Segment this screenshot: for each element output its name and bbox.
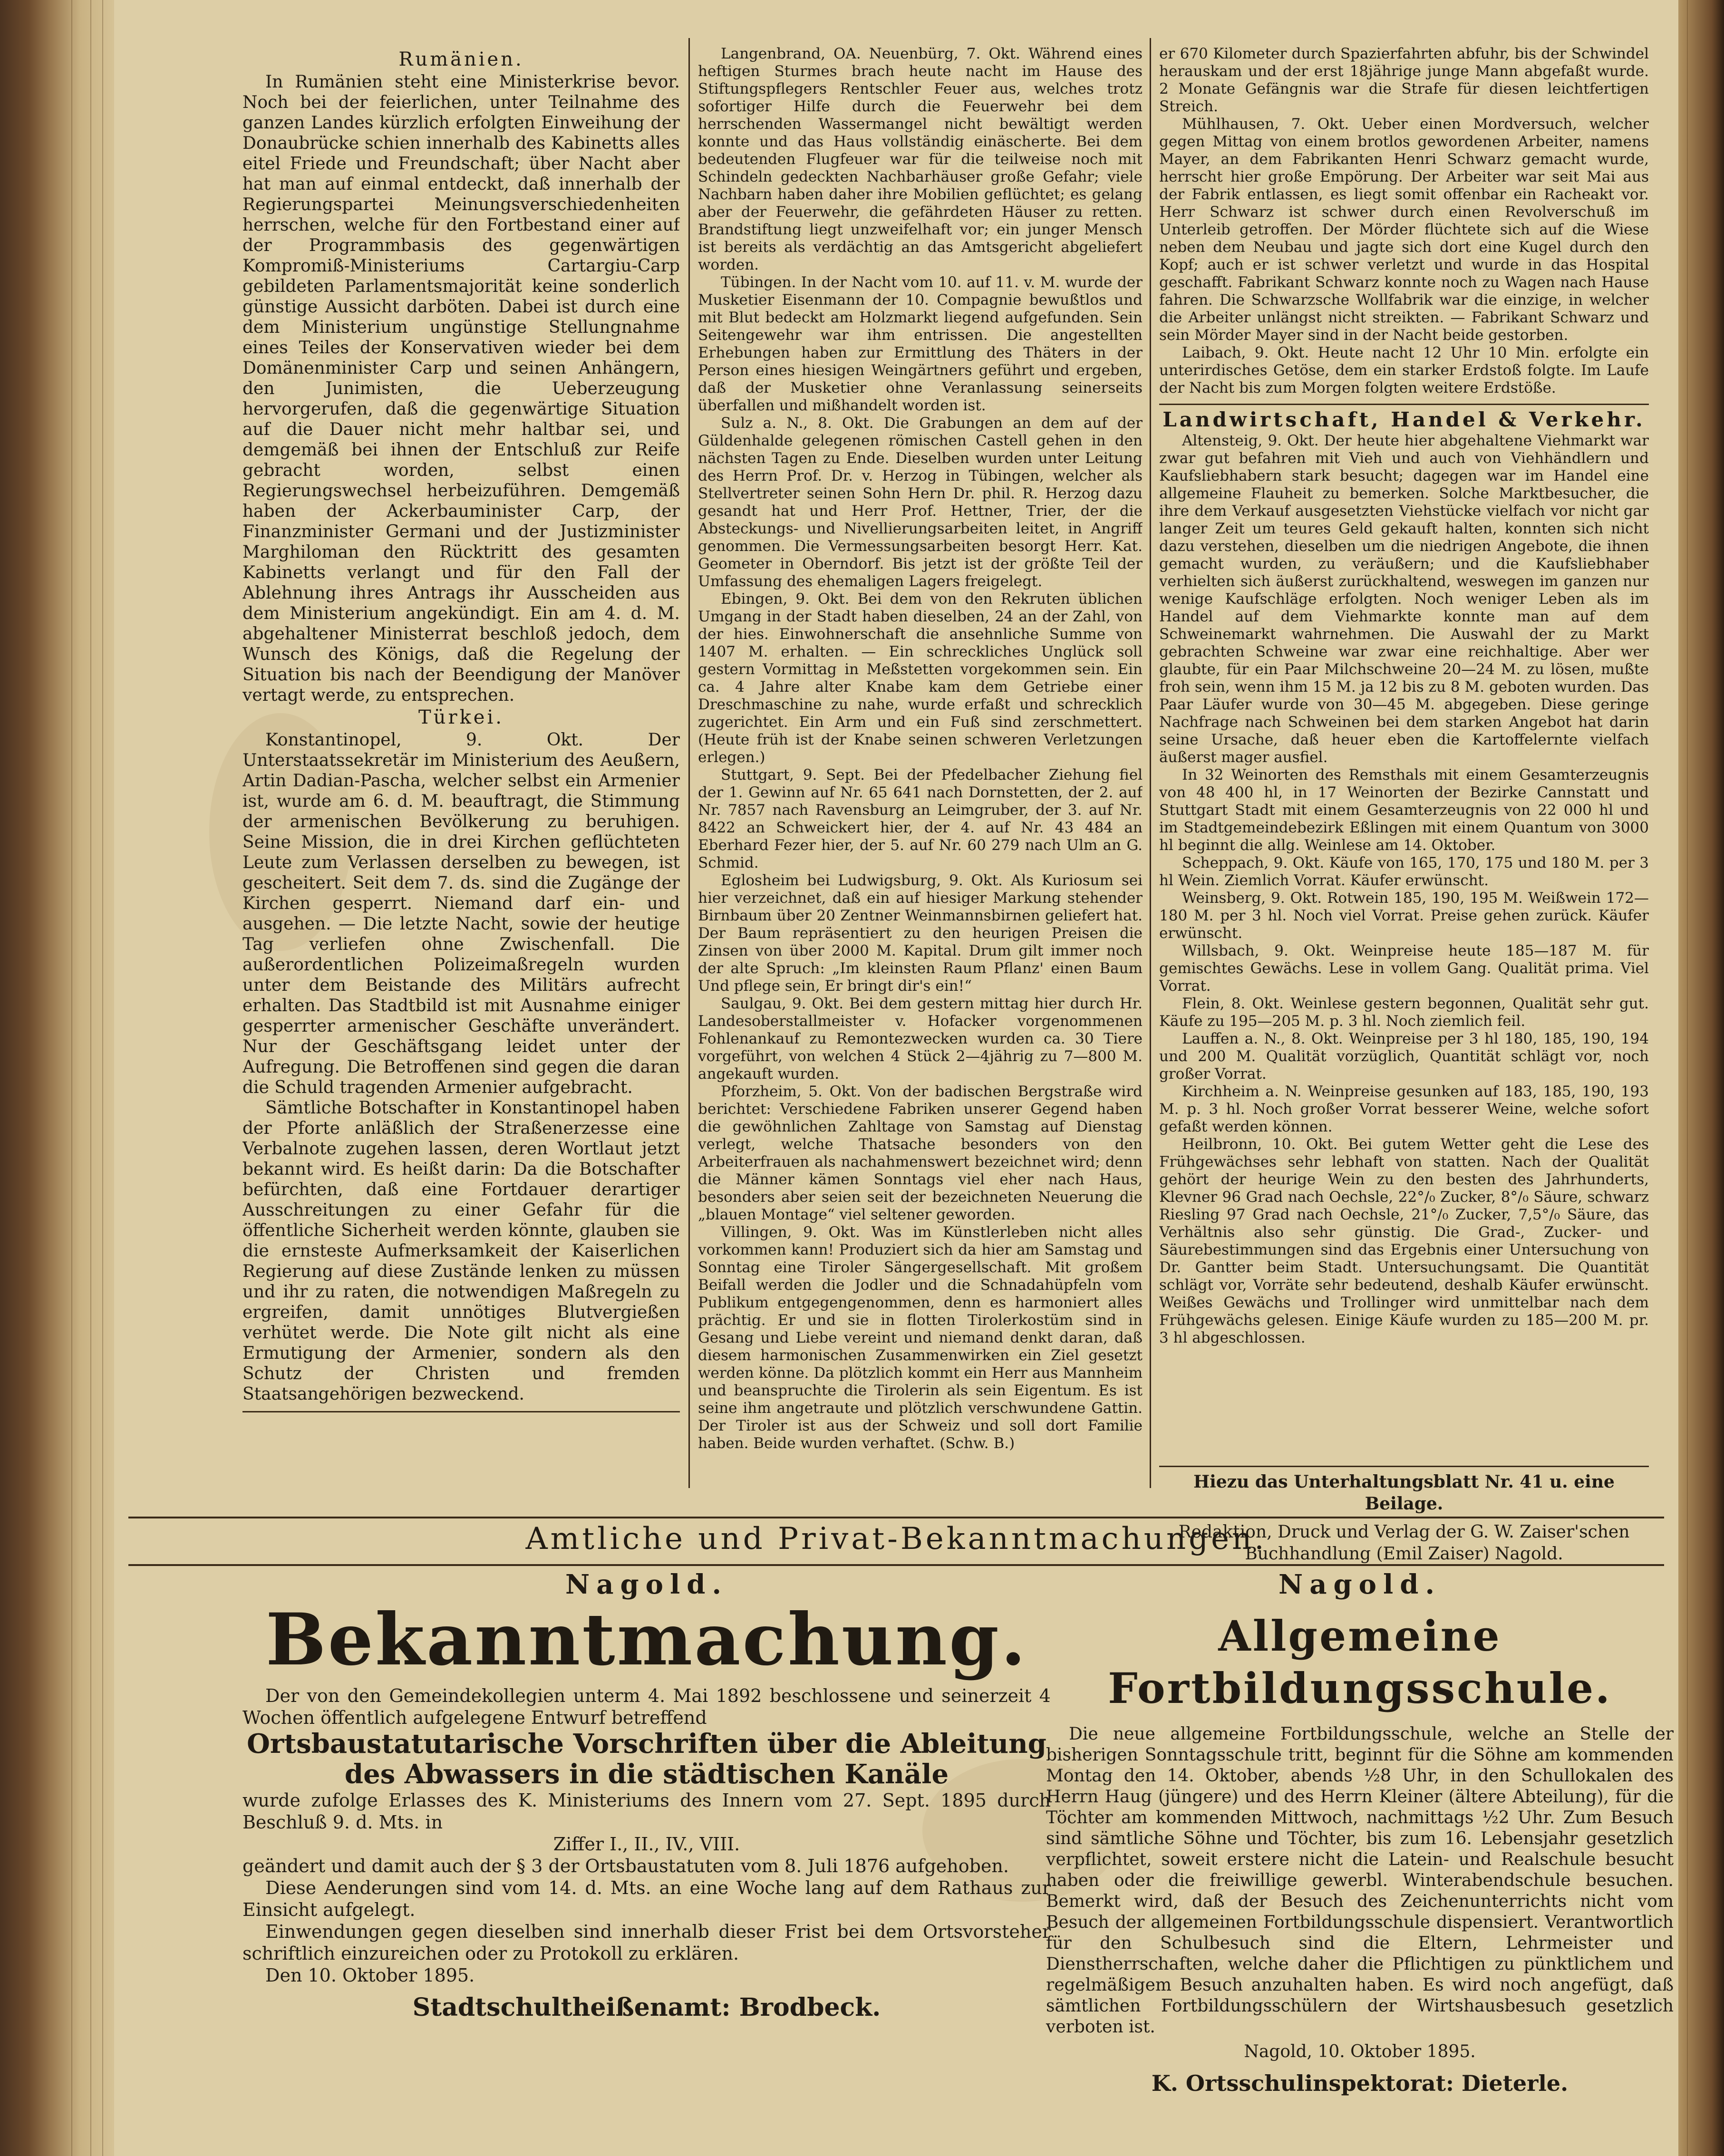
imprint-line: Buchhandlung (Emil Zaiser) Nagold. [1245,1544,1563,1564]
article-eglosheim: Eglosheim bei Ludwigsburg, 9. Okt. Als Kuriosum sei hier verzeichnet, daß ein auf hiesiger Markung stehender Birnbaum über 20 Zentner Weinmannsbirnen geliefert hat. Der Baum repräsentiert zu den heurigen Preisen die Zinsen von über 2000 M. Kapital. Drum gilt immer noch der alte Spruch: „Im kleinsten Raum Pflanz' einen Baum Und pflege sein, Er bringt dir's ein!“ [698,872,1143,995]
newspaper-page [114,0,1678,2156]
page-edge [71,0,72,2156]
article-pforzheim: Pforzheim, 5. Okt. Von der badischen Bergstraße wird berichtet: Verschiedene Fabriken unserer Gegend haben die gewöhnlichen Zahltage von Samstag auf Dienstag verlegt, welche Thatsache besonders von den Arbeiterfrauen als nachahmenswert bezeichnet wird; denn die Männer kämen Sonntags viel eher nach Haus, besonders aber seien seit der bezeichneten Neuerung die „blauen Montage“ viel seltener geworden. [698,1083,1143,1223]
ad-signature: Stadtschultheißenamt: Brodbeck. [412,1993,881,2022]
ad-body [242,1685,1051,2022]
section-heading-turkey: Türkei. [418,706,504,728]
ad-title: Ortsbaustatutarische Vorschriften über die Ableitung [247,1728,1046,1760]
article-stuttgart: Stuttgart, 9. Sept. Bei der Pfedelbacher Ziehung fiel der 1. Gewinn auf Nr. 65 641 nach Dornstetten, der 2. auf Nr. 7857 nach Ravensburg an Leimgruber, der 3. auf Nr. 8422 an Schweickert hier, der 4. auf Nr. 43 484 an Eberhard Fezer hier, der 5. auf Nr. 60 279 nach Ulm an G. Schmid. [698,766,1143,871]
ad-date: Den 10. Oktober 1895. [265,1965,475,1986]
right-column [1159,45,1649,1462]
article-willsbach: Willsbach, 9. Okt. Weinpreise heute 185—187 M. für gemischtes Gewächs. Lese in vollem Gang. Qualität prima. Viel Vorrat. [1159,942,1649,995]
section-rule [128,1564,1664,1566]
article-weinsberg: Weinsberg, 9. Okt. Rotwein 185, 190, 195 M. Weißwein 172—180 M. per 3 hl. Noch viel Vorrat. Preise gehen zurück. Käufer erwünscht. [1159,889,1649,942]
column-rule [688,38,690,1488]
supplement-note: Hiezu das Unterhaltungsblatt Nr. 41 u. eine Beilage. [1193,1472,1615,1514]
article-freiburg-cont: er 670 Kilometer durch Spazierfahrten abfuhr, bis der Schwindel herauskam und der erst 18jährige junge Mann abgefaßt wurde. 2 Monate Gefängnis war die Strafe für diesen leichtfertigen Streich. [1159,45,1649,115]
ad-body [1046,1724,1674,2094]
article-tuebingen: Tübingen. In der Nacht vom 10. auf 11. v. M. wurde der Musketier Eisenmann der 10. Compagnie bewußtlos und mit Blut bedeckt am Holzmarkt liegend aufgefunden. Sein Seitengewehr war ihm entrissen. Die angestellten Erhebungen haben zur Ermittlung des Thäters in der Person eines hiesigen Weingärtners geführt und ergeben, daß der Musketier ohne Veranlassung seinerseits überfallen und mißhandelt worden ist. [698,274,1143,414]
ad-text: Einwendungen gegen dieselben sind innerhalb dieser Frist bei dem Ortsvorsteher schriftlich einzureichen oder zu Protokoll zu erklären. [242,1921,1051,1964]
page-edge [90,0,91,2156]
article-kirchheim: Kirchheim a. N. Weinpreise gesunken auf 183, 185, 190, 193 M. p. 3 hl. Noch großer Vorrat besserer Weine, welche sofort gefaßt werden können. [1159,1083,1649,1135]
page-edge [1687,0,1688,2156]
ad-headline: Bekanntmachung. [265,1598,1028,1682]
article-villingen: Villingen, 9. Okt. Was im Künstlerleben nicht alles vorkommen kann! Produziert sich da hier am Samstag und Sonntag eine Tiroler Sängergesellschaft. Mit großem Beifall werden die Jodler und die Schnadahüpfeln vom Publikum entgegengenommen, denn es harmoniert alles prächtig. Er und sie in flotten Tirolerkostüm sind in Gesang und Liebe vereint und niemand denkt daran, daß diesem harmonischen Zusammenwirken ein Ziel gesetzt werden könne. Da plötzlich kommt ein Herr aus Mannheim und beanspruchte die Tirolerin als sein Eigentum. Es ist seine ihm angetraute und plötzlich verschwundene Gattin. Der Tiroler ist aus der Schweiz und soll dort Familie haben. Beide wurden verhaftet. (Schw. B.) [698,1224,1143,1452]
article-turkey-2: Sämtliche Botschafter in Konstantinopel haben der Pforte anläßlich der Straßenerzesse eine Verbalnote zugehen lassen, deren Wortlaut jetzt bekannt wird. Es heißt darin: Da die Botschafter befürchten, daß eine Fortdauer derartiger Ausschreitungen zu einer Gefahr für die öffentliche Sicherheit werden könnte, glauben sie die ernsteste Aufmerksamkeit der Kaiserlichen Regierung auf diese Zustände lenken zu müssen und ihr zu raten, die notwendigen Maßregeln zu ergreifen, damit unnötiges Blutvergießen verhütet werde. Die Note gilt nicht als eine Ermutigung der Armenier, sondern als den Schutz der Christen und fremden Staatsangehörigen bezweckend. [242,1098,680,1404]
article-heilbronn: Heilbronn, 10. Okt. Bei gutem Wetter geht die Lese des Frühgewächses sehr lebhaft von statten. Nach der Qualität gehört der heurige Wein zu den besten des Jahrhunderts, Klevner 96 Grad nach Oechsle, 22°/₀ Zucker, 8°/₀ Säure, schwarz Riesling 97 Grad nach Oechsle, 21°/₀ Zucker, 7,5°/₀ Säure, das Verhältnis also sehr günstig. Die Grad-, Zucker- und Säurebestimmungen sind das Ergebnis einer Untersuchung von Dr. Gantter beim Stadt. Untersuchungsamt. Die Quantität schlägt vor, Vorräte sehr bedeutend, deshalb Käufer erwünscht. Weißes Gewächs und Trollinger wird unmittelbar nach dem Frühgewächs gelesen. Einige Käufe wurden zu 185—200 M. pr. 3 hl abgeschlossen. [1159,1136,1649,1346]
ad-headline: Allgemeine Fortbildungsschule. [1108,1611,1612,1713]
column-rule [1150,38,1151,1488]
left-column [242,48,680,1417]
ad-place: Nagold. [1278,1569,1441,1600]
article-saulgau: Saulgau, 9. Okt. Bei dem gestern mittag hier durch Hr. Landesoberstallmeister v. Hofacker vorgenommenen Fohlenankauf zu Remontezwecken wurden ca. 30 Tiere vorgeführt, von welchen 4 Stück 2—4jährig zu 7—800 M. angekauft wurden. [698,995,1143,1083]
article-romania: In Rumänien steht eine Ministerkrise bevor. Noch bei der feierlichen, unter Teilnahme des ganzen Landes kürzlich erfolgten Einweihung der Donaubrücke schien innerhalb des Kabinetts alles eitel Friede und Freundschaft; über Nacht aber hat man auf einmal entdeckt, daß innerhalb der Regierungspartei Meinungsverschiedenheiten herrschen, welche für den Fortbestand einer auf der Programmbasis des gegenwärtigen Kompromiß-Ministeriums Cartargiu-Carp gebildeten Parlamentsmajorität keine sonderlich günstige Aussicht darböten. Dabei ist durch eine dem Ministerium ungünstige Stellungnahme eines Teiles der Konservativen wieder bei dem Domänenminister Carp und seinen Anhängern, den Junimisten, die Ueberzeugung hervorgerufen, daß die gegenwärtige Situation auf die Dauer nicht mehr haltbar sei, und demgemäß bei ihnen der Entschluß zur Reife gebracht worden, selbst einen Regierungswechsel herbeizuführen. Demgemäß haben der Ackerbauminister Carp, der Finanzminister Germani und der Justizminister Marghiloman den Rücktritt des gesamten Kabinetts verlangt und für den Fall der Ablehnung ihres Antrags ihr Ausscheiden aus dem Ministerium angekündigt. Ein am 4. d. M. abgehaltener Ministerrat beschloß jedoch, dem Wunsch des Königs, daß die Regelung der Situation bis nach der Beendigung der Manöver vertagt werde, zu entsprechen. [242,72,680,705]
section-heading-small-news [242,1411,680,1417]
middle-column [698,45,1143,1452]
imprint-line: Redaktion, Druck und Verlag der G. W. Zaiser'schen [1159,1518,1649,1543]
article-flein: Flein, 8. Okt. Weinlese gestern begonnen, Qualität sehr gut. Käufe zu 195—205 M. p. 3 hl. Noch ziemlich feil. [1159,995,1649,1030]
ad-intro: Der von den Gemeindekollegien unterm 4. Mai 1892 beschlossene und seinerzeit 4 Wochen öffentlich aufgelegene Entwurf betreffend [242,1685,1051,1728]
article-altensteig: Altensteig, 9. Okt. Der heute hier abgehaltene Viehmarkt war zwar gut befahren mit Vieh und auch von Viehhändlern und Kaufsliebhabern stark besucht; dagegen war im Handel eine allgemeine Flauheit zu bemerken. Solche Marktbesucher, die ihre dem Verkauf ausgesetzten Viehstücke vielfach vor nicht gar langer Zeit um teures Geld gekauft halten, konnten sich nicht dazu verstehen, dieselben um die niedrigen Angebote, die ihnen gemacht wurden, zu veräußern; und die Kaufsliebhaber verhielten sich äußerst zurückhaltend, weswegen im ganzen nur wenige Kaufschläge erfolgten. Noch weniger Leben als im Handel auf dem Viehmarkte konnte man auf dem Schweinemarkt wahrnehmen. Die Auswahl der zu Markt gebrachten Schweine war zwar eine reichhaltige. Aber wer glaubte, für ein Paar Milchschweine 20—24 M. zu lösen, mußte froh sein, wenn ihm 15 M. ja 12 bis zu 8 M. geboten wurden. Das Paar Läufer wurde von 30—45 M. abgegeben. Diese geringe Nachfrage nach Schweinen bei dem starken Angebot hat darin seine Ursache, daß heuer eben die Kartoffelernte vielfach äußerst mager ausfiel. [1159,432,1649,766]
section-heading-romania: Rumänien. [398,48,524,70]
ad-text: Die neue allgemeine Fortbildungsschule, welche an Stelle der bisherigen Sonntagsschule tritt, beginnt für die Söhne am kommenden Montag den 14. Oktober, abends ½8 Uhr, in den Schullokalen des Herrn Haug (jüngere) und des Herrn Kleiner (ältere Abteilung), für die Töchter am kommenden Mittwoch, nachmittags ½2 Uhr. Zum Besuch sind sämtliche Söhne und Töchter, bis zum 16. Lebensjahr gesetzlich verpflichtet, soweit erstere nicht die Latein- und Realschule besucht haben oder die freiwillige gewerbl. Winterabendschule besuchen. Bemerkt wird, daß der Besuch des Zeichenunterrichts nicht vom Besuch der allgemeinen Fortbildungsschule dispensiert. Verantwortlich für den Schulbesuch sind die Eltern, Lehrmeister und Dienstherrschaften, welche daher die Pflichtigen zu pünktlichem und regelmäßigem Besuch anzuhalten haben. Es wird noch angefügt, daß sämtlichen Fortbildungsschülern der Wirtshausbesuch gesetzlich verboten ist. [1046,1724,1674,2037]
article-ebingen: Ebingen, 9. Okt. Bei dem von den Rekruten üblichen Umgang in der Stadt haben dieselben, 24 an der Zahl, von der hies. Einwohnerschaft die ansehnliche Summe von 1407 M. erhalten. — Ein schreckliches Unglück soll gestern Vormittag in Meßstetten vorgekommen sein. Ein ca. 4 Jahre alter Knabe kam dem Getriebe einer Dreschmaschine zu nahe, wurde erfaßt und schrecklich zugerichtet. Ein Arm und ein Fuß sind zerschmettert. (Heute früh ist der Knabe seinen schweren Verletzungen erlegen.) [698,590,1143,766]
article-laibach: Laibach, 9. Okt. Heute nacht 12 Uhr 10 Min. erfolgte ein unterirdisches Getöse, dem ein starker Erdstoß folgte. Im Laufe der Nacht bis zum Morgen folgten weitere Erdstöße. [1159,344,1649,396]
ads-section-heading: Amtliche und Privat-Bekanntmachungen. [525,1521,1267,1557]
article-weinlese: In 32 Weinorten des Remsthals mit einem Gesamterzeugnis von 48 400 hl, in 17 Weinorten der Bezirke Cannstatt und Stuttgart Stadt mit einem Gesamterzeugnis von 22 000 hl und im Stadtgemeindebezirk Eßlingen mit einem Quantum von 3000 hl beginnt die allg. Weinlese am 14. Oktober. [1159,766,1649,854]
article-turkey-1: Konstantinopel, 9. Okt. Der Unterstaatssekretär im Ministerium des Aeußern, Artin Dadian-Pascha, welcher selbst ein Armenier ist, wurde am 6. d. M. beauftragt, die Stimmung der armenischen Bevölkerung zu beruhigen. Seine Mission, die in drei Kirchen geflüchteten Leute zum Verlassen derselben zu bewegen, ist gescheitert. Seit dem 7. ds. sind die Zugänge der Kirchen gesperrt. Niemand darf ein- und ausgehen. — Die letzte Nacht, sowie der heutige Tag verliefen ohne Zwischenfall. Die außerordentlichen Polizeimaßregeln wurden unter dem Beistande des Militärs aufrecht erhalten. Das Stadtbild ist mit Ausnahme einiger gesperrter armenischer Geschäfte unverändert. Nur der Geschäftsgang leidet unter der Aufregung. Die Betroffenen sind gegen die daran die Schuld tragenden Armenier aufgebracht. [242,730,680,1097]
ad-ziffer: Ziffer I., II., IV., VIII. [553,1834,740,1855]
ad-title: des Abwassers in die städtischen Kanäle [344,1759,949,1790]
ad-fortbildungsschule [1046,1569,1674,2094]
article-muehlhausen: Mühlhausen, 7. Okt. Ueber einen Mordversuch, welcher gegen Mittag von einem brotlos gewordenen Arbeiter, namens Mayer, an dem Fabrikanten Henri Schwarz gemacht wurde, herrscht hier große Empörung. Der Arbeiter war seit Mai aus der Fabrik entlassen, es liegt somit offenbar ein Racheakt vor. Herr Schwarz ist schwer durch einen Revolverschuß im Unterleib getroffen. Der Mörder flüchtete sich auf die Wiese neben dem Neubau und jagte sich dort eine Kugel durch den Kopf; auch er ist schwer verletzt und wurde in das Hospital geschafft. Fabrikant Schwarz konnte noch zu Wagen nach Hause fahren. Die Schwarzsche Wollfabrik war die einzige, in welcher die Arbeiter unlängst nicht streikten. — Fabrikant Schwarz und sein Mörder Mayer sind in der Nacht beide gestorben. [1159,116,1649,344]
article-scheppach: Scheppach, 9. Okt. Käufe von 165, 170, 175 und 180 M. per 3 hl Wein. Ziemlich Vorrat. Käufer erwünscht. [1159,854,1649,889]
ad-bekanntmachung [242,1569,1051,2022]
article-lauffen: Lauffen a. N., 8. Okt. Weinpreise per 3 hl 180, 185, 190, 194 und 200 M. Qualität vorzüglich, Quantität schlägt vor, noch großer Vorrat. [1159,1030,1649,1083]
ad-signature: K. Ortsschulinspektorat: Dieterle. [1151,2070,1569,2096]
ad-text: Diese Aenderungen sind vom 14. d. Mts. an eine Woche lang auf dem Rathaus zur Einsicht aufgelegt. [242,1877,1051,1920]
ad-text: geändert und damit auch der § 3 der Ortsbaustatuten vom 8. Juli 1876 aufgehoben. [242,1856,1009,1876]
article-sulz: Sulz a. N., 8. Okt. Die Grabungen an dem auf der Güldenhalde gelegenen römischen Castell gehen in den nächsten Tagen zu Ende. Dieselben wurden unter Leitung des Herrn Prof. Dr. v. Herzog in Tübingen, welcher als Stellvertreter seinen Sohn Hern Dr. phil. R. Herzog dazu gesandt hat und Herr Prof. Hettner, Trier, der die Absteckungs- und Nivellierungsarbeiten leitet, in Angriff genommen. Die Vermessungsarbeiten besorgt Herr. Kat. Geometer in Oberndorf. Bis jetzt ist der größte Teil der Umfassung des ehemaligen Lagers freigelegt. [698,415,1143,590]
ad-text: wurde zufolge Erlasses des K. Ministeriums des Innern vom 27. Sept. 1895 durch Beschluß 9. d. Mts. in [242,1790,1051,1833]
section-rule [128,1517,1664,1518]
page-edge [102,0,103,2156]
section-heading-trade: Landwirtschaft, Handel & Verkehr. [1159,404,1649,428]
article-langenbrand: Langenbrand, OA. Neuenbürg, 7. Okt. Während eines heftigen Sturmes brach heute nacht im Hause des Stiftungspflegers Rentschler Feuer aus, welches trotz sofortiger Hilfe durch die Feuerwehr bei dem herrschenden Wassermangel nicht bewältigt werden konnte und das Haus vollständig einäscherte. Bei dem bedeutenden Flugfeuer war für die teilweise noch mit Schindeln gedeckten Nachbarhäuser große Gefahr; viele Nachbarn haben daher ihre Mobilien geflüchtet; es gelang aber der Feuerwehr, die gefährdeten Häuser zu retten. Brandstiftung liegt unzweifelhaft vor; ein junger Mensch ist bereits als verdächtig an das Amtsgericht abgeliefert worden. [698,45,1143,273]
ad-date: Nagold, 10. Oktober 1895. [1244,2042,1476,2061]
ad-place: Nagold. [565,1569,728,1600]
